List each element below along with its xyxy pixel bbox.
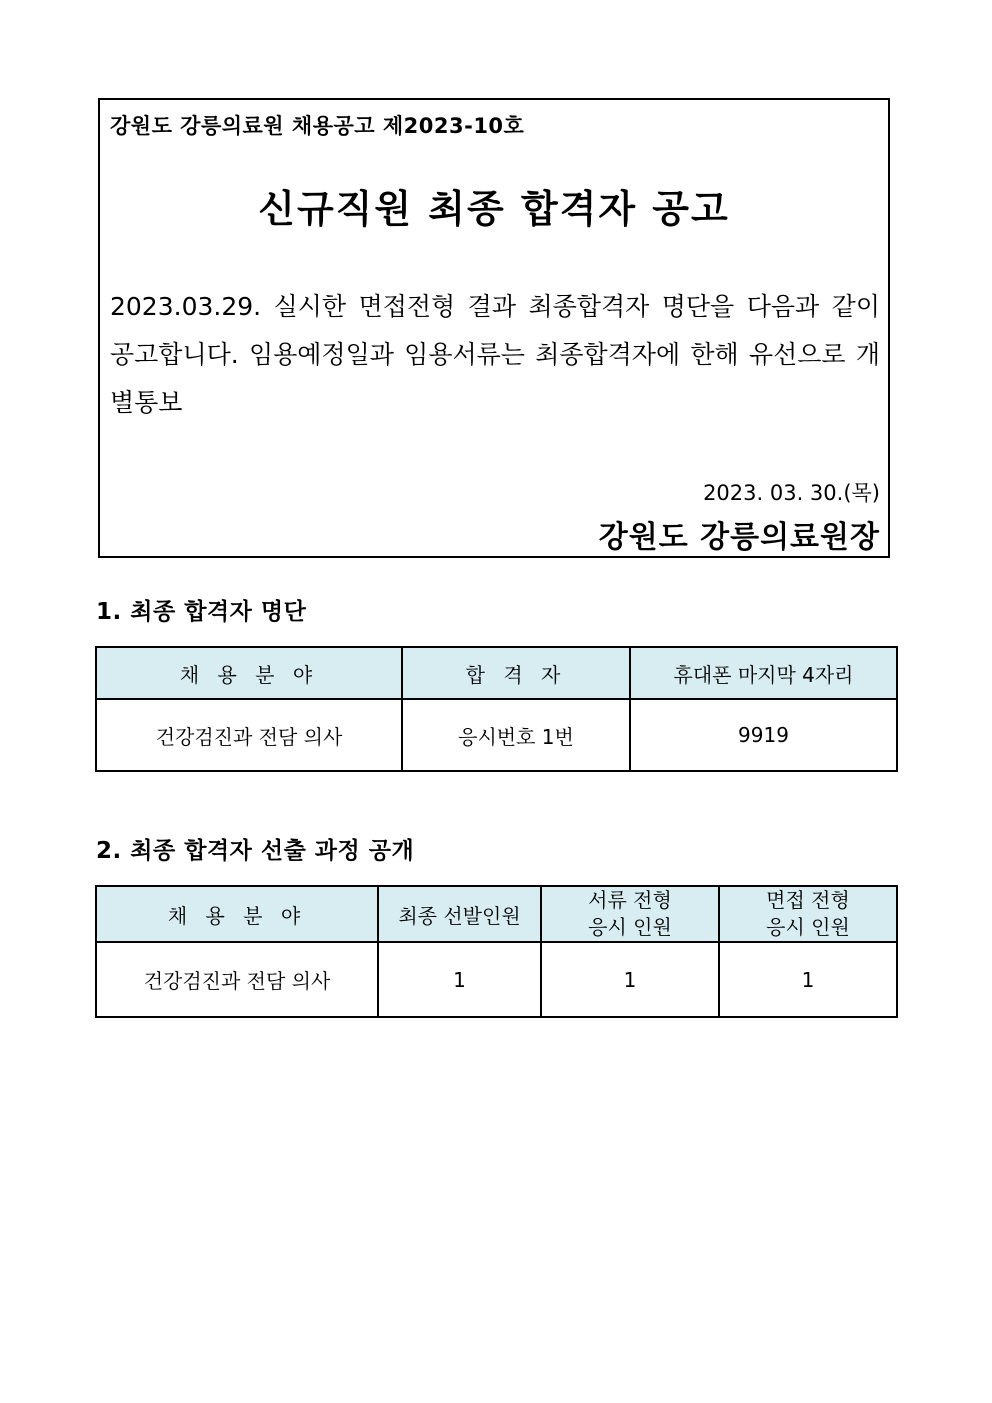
- header-finalist: 합 격 자: [402, 647, 630, 699]
- table-row: [96, 942, 897, 1017]
- cell-final-selection: 1: [378, 942, 541, 1017]
- finalist-table: [95, 646, 898, 772]
- notice-body: 2023.03.29. 실시한 면접전형 결과 최종합격자 명단을 다음과 같이 공고합니다. 임용예정일과 임용서류는 최종합격자에 한해 유선으로 개별통보: [110, 292, 880, 417]
- header-interview-screening-line1: 면접 전형: [766, 888, 850, 912]
- header-final-selection: 최종 선발인원: [378, 886, 541, 942]
- header-interview-screening-line2: 응시 인원: [766, 915, 850, 939]
- section-2-heading: 2. 최종 합격자 선출 과정 공개: [96, 838, 415, 864]
- header-document-screening-line2: 응시 인원: [588, 915, 672, 939]
- cell-phone-last4: 9919: [630, 699, 897, 771]
- table-row: [96, 699, 897, 771]
- header-document-screening-line1: 서류 전형: [588, 888, 672, 912]
- section-1-heading: 1. 최종 합격자 명단: [96, 599, 307, 625]
- cell-field: 건강검진과 전담 의사: [96, 699, 402, 771]
- notice-title: 신규직원 최종 합격자 공고: [258, 187, 730, 231]
- table-header-row: [96, 886, 897, 942]
- notice-signer: 강원도 강릉의료원장: [598, 520, 880, 555]
- header-document-screening: [541, 886, 719, 942]
- notice-number: 강원도 강릉의료원 채용공고 제2023-10호: [110, 114, 525, 138]
- notice-box: [98, 98, 890, 558]
- cell-finalist: 응시번호 1번: [402, 699, 630, 771]
- selection-process-table: [95, 885, 898, 1018]
- header-field: 채 용 분 야: [96, 647, 402, 699]
- notice-date: 2023. 03. 30.(목): [703, 481, 880, 505]
- header-phone-last4: 휴대폰 마지막 4자리: [630, 647, 897, 699]
- cell-interview-applicants: 1: [719, 942, 897, 1017]
- table-header-row: [96, 647, 897, 699]
- cell-document-applicants: 1: [541, 942, 719, 1017]
- header-field: 채 용 분 야: [96, 886, 378, 942]
- cell-field: 건강검진과 전담 의사: [96, 942, 378, 1017]
- header-interview-screening: [719, 886, 897, 942]
